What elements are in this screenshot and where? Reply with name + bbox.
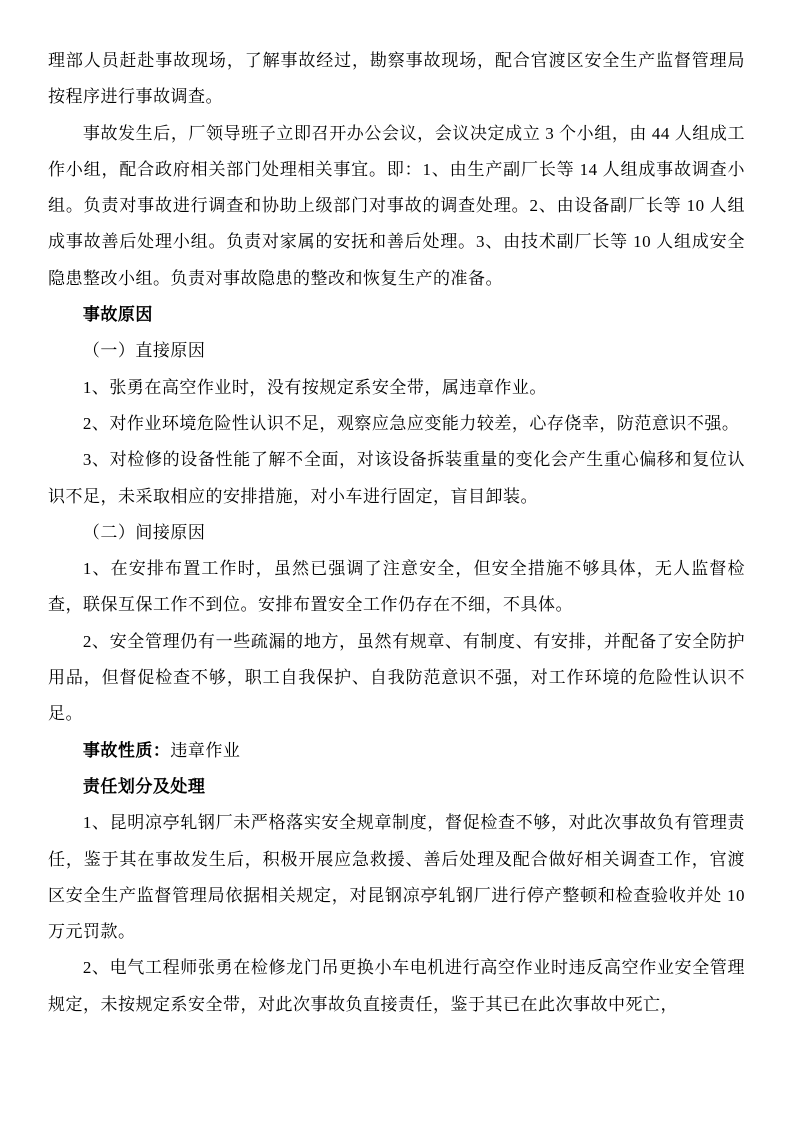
- paragraph-accident-nature: [48, 733, 745, 769]
- paragraph-responsibility-1: 1、昆明凉亭轧钢厂未严格落实安全规章制度，督促检查不够，对此次事故负有管理责任，鉴于其在事故发生后，积极开展应急救援、善后处理及配合做好相关调查工作，官渡区安全生产监督管理局依据相关规定，对昆钢凉亭轧钢厂进行停产整顿和检查验收并处 10 万元罚款。: [48, 813, 745, 942]
- paragraph-response-groups: 事故发生后，厂领导班子立即召开办公会议，会议决定成立 3 个小组，由 44 人组成工作小组，配合政府相关部门处理相关事宜。即：1、由生产副厂长等 14 人组成事故调查小组。负责对事故进行调查和协助上级部门对事故的调查处理。2、由设备副厂长等 10 人组成事故善后处理小组。负责对家属的安抚和善后处理。3、由技术副厂长等 10 人组成安全隐患整改小组。负责对事故隐患的整改和恢复生产的准备。: [48, 123, 745, 288]
- accident-nature-value: 违章作业: [170, 740, 241, 760]
- paragraph-direct-cause-1: 1、张勇在高空作业时，没有按规定系安全带，属违章作业。: [82, 377, 547, 397]
- paragraph-indirect-cause-1: 1、在安排布置工作时，虽然已强调了注意安全，但安全措施不够具体，无人监督检查，联保互保工作不到位。安排布置安全工作仍存在不细，不具体。: [48, 559, 745, 615]
- paragraph-indirect-cause-2: 2、安全管理仍有一些疏漏的地方，虽然有规章、有制度、有安排，并配备了安全防护用品，但督促检查不够，职工自我保护、自我防范意识不强，对工作环境的危险性认识不足。: [48, 631, 745, 724]
- paragraph-continuation: 理部人员赶赴事故现场，了解事故经过，勘察事故现场，配合官渡区安全生产监督管理局按程序进行事故调查。: [48, 51, 745, 107]
- subheading-indirect-cause: （二）间接原因: [82, 522, 206, 542]
- subheading-direct-cause: （一）直接原因: [82, 341, 206, 361]
- paragraph-direct-cause-2: 2、对作业环境危险性认识不足，观察应急应变能力较差，心存侥幸，防范意识不强。: [82, 413, 740, 433]
- paragraph-responsibility-2: 2、电气工程师张勇在检修龙门吊更换小车电机进行高空作业时违反高空作业安全管理规定，未按规定系安全带，对此次事故负直接责任，鉴于其已在此次事故中死亡，: [48, 958, 745, 1014]
- accident-nature-label: 事故性质：: [82, 740, 171, 760]
- heading-responsibility: 责任划分及处理: [82, 776, 206, 796]
- heading-accident-cause: 事故原因: [82, 305, 153, 325]
- paragraph-direct-cause-3: 3、对检修的设备性能了解不全面，对该设备拆装重量的变化会产生重心偏移和复位认识不足，未采取相应的安排措施，对小车进行固定，盲目卸装。: [48, 450, 745, 506]
